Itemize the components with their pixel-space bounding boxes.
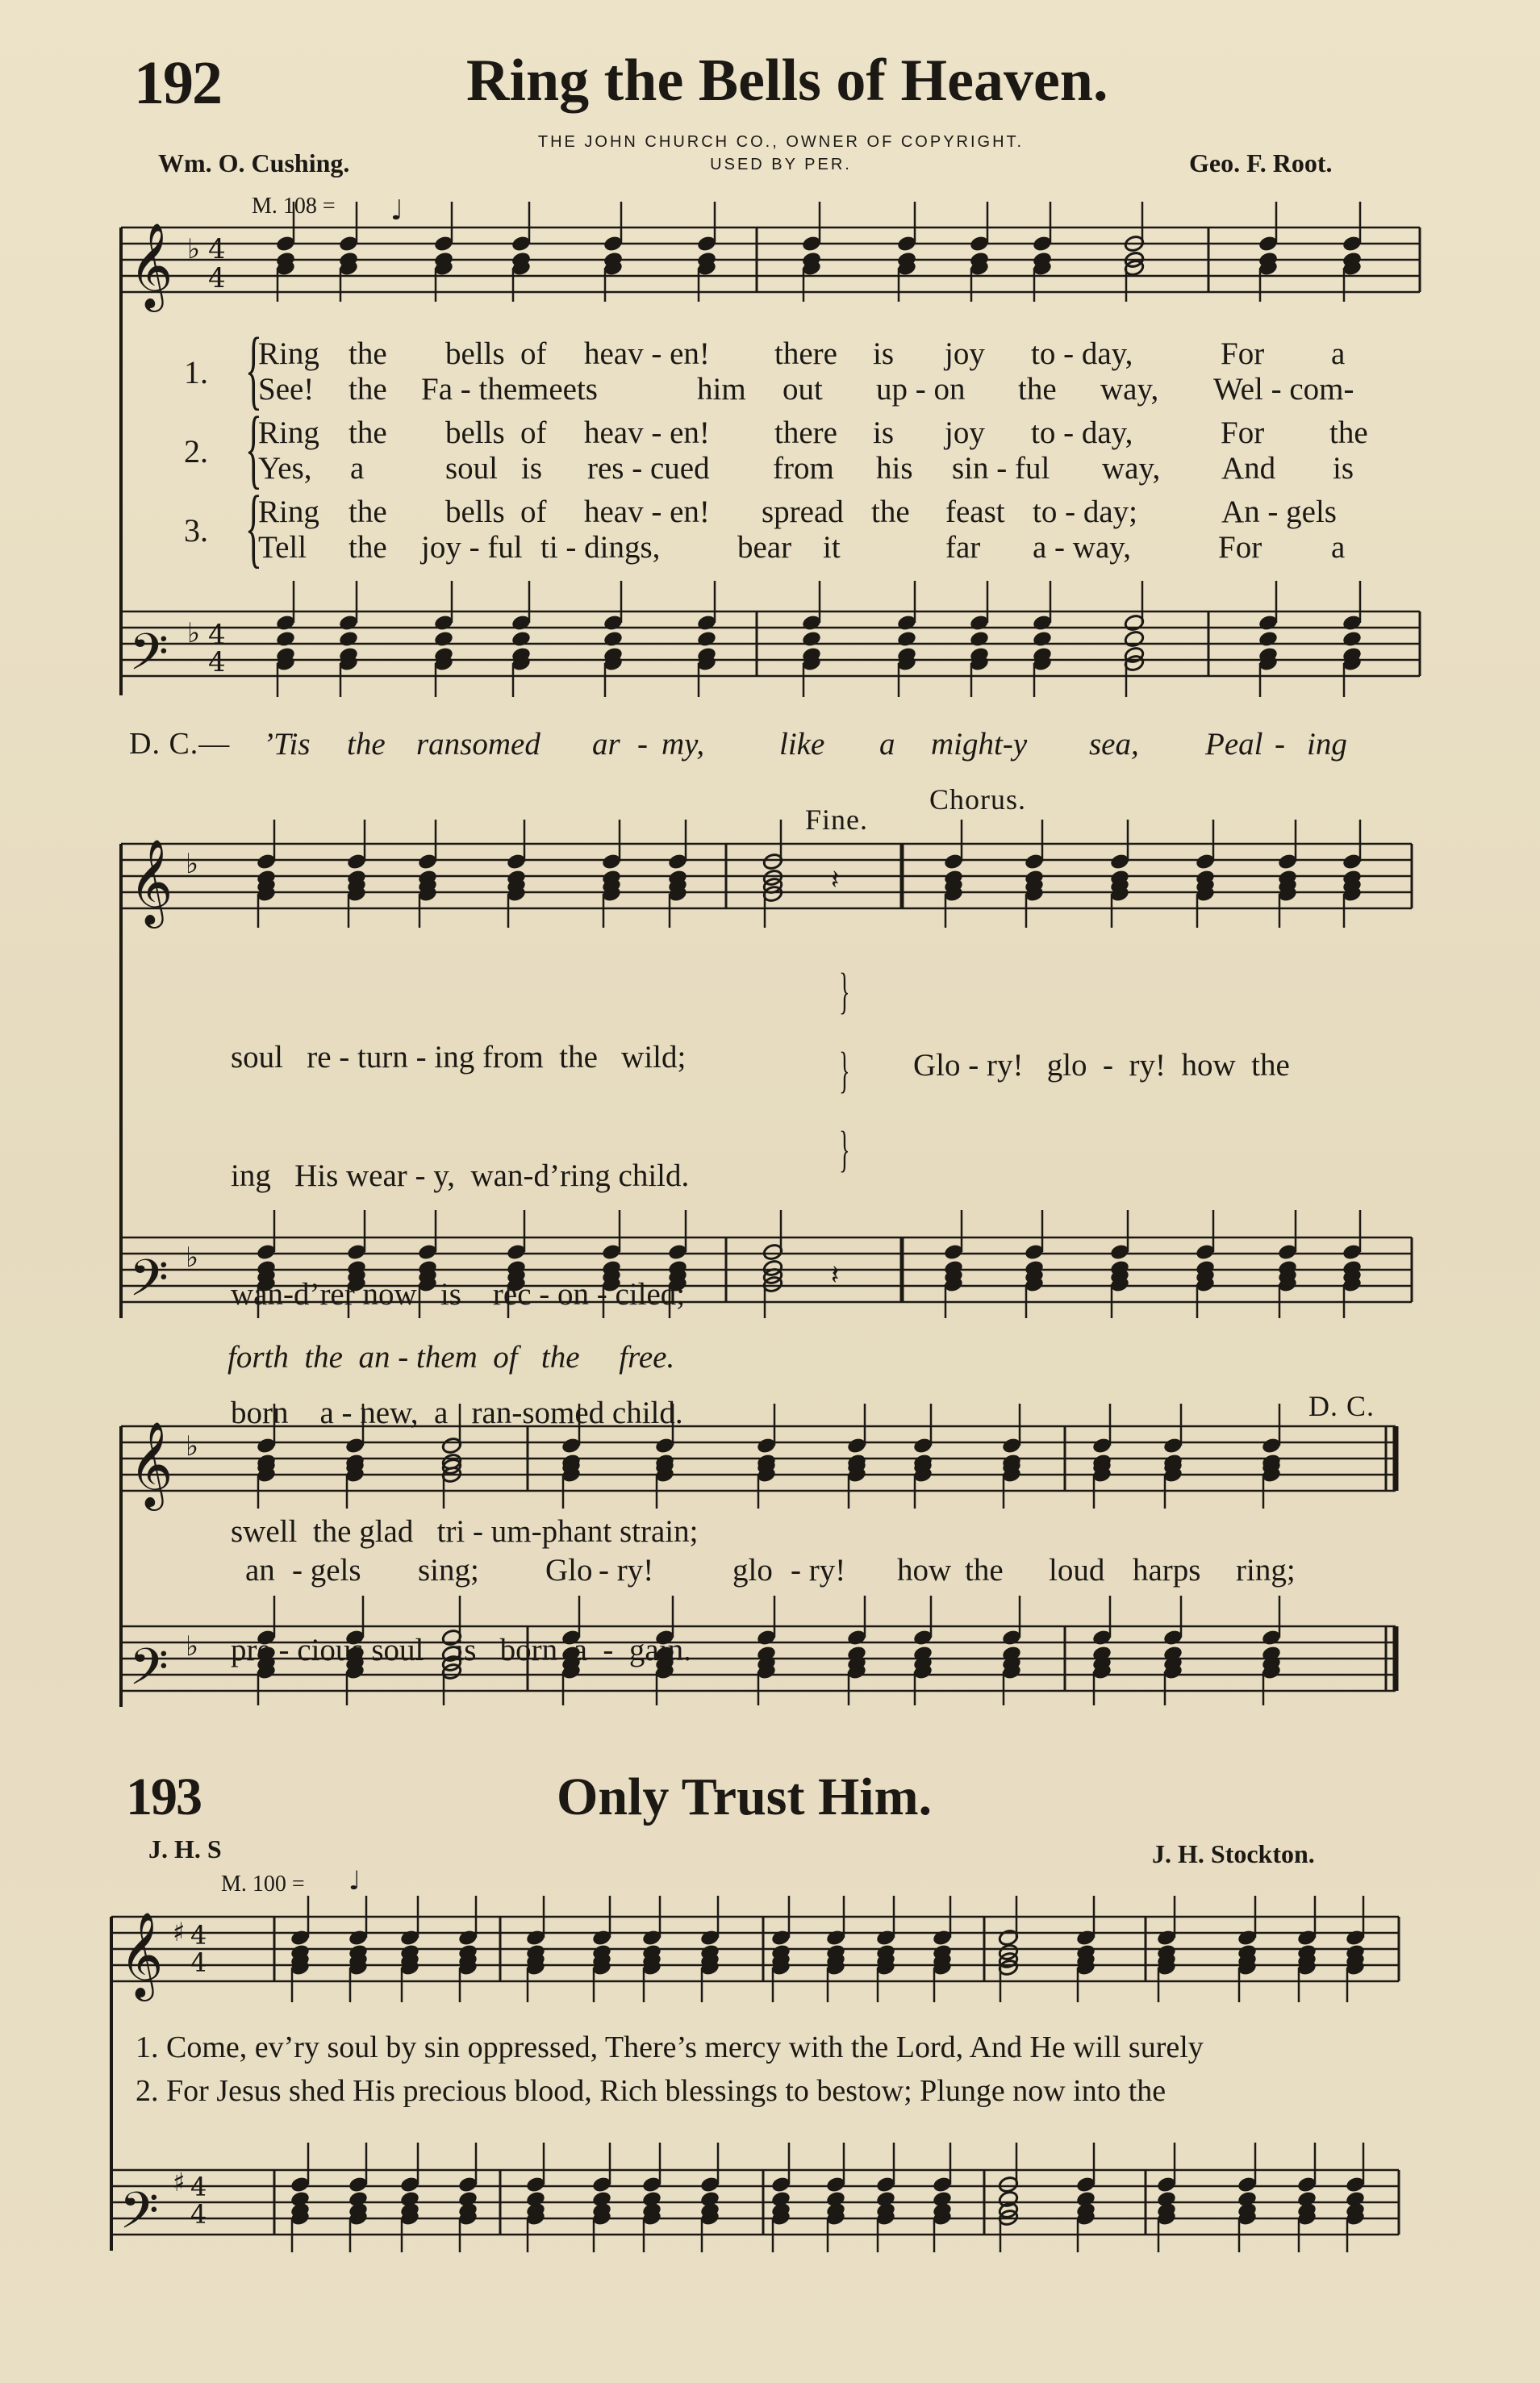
lyric-syllable: ransomed <box>416 727 540 762</box>
lyric-syllable: feast <box>945 495 1005 529</box>
verse-1: 1. Come, ev’ry soul by sin oppressed, There’s mercy with the Lord, And He will surely <box>136 2030 1204 2064</box>
lyric-syllable: is <box>1333 451 1354 486</box>
lyric-syllable: his <box>876 451 913 486</box>
lyric-syllable: Yes, <box>258 451 312 486</box>
lyric-syllable: heav - en! <box>584 336 710 371</box>
lyric-syllable: meets <box>524 372 598 407</box>
lyric-syllable: An - gels <box>1221 495 1337 529</box>
lyric-syllable: - ry! <box>791 1553 846 1588</box>
lyric-syllable: And <box>1221 451 1276 486</box>
lyric-syllable: from <box>773 451 834 486</box>
note-head <box>338 630 359 649</box>
dc-lyrics-2: forth the an - them of the free. <box>227 1340 675 1375</box>
lyric-syllable: there <box>774 336 837 371</box>
flat-sign: ♭ <box>186 1430 199 1463</box>
lyricist: Wm. O. Cushing. <box>158 148 350 177</box>
bass-clef: 𝄢 <box>119 2181 159 2252</box>
rest-icon: 𝄽 <box>831 1259 840 1292</box>
lyric-syllable: joy <box>945 415 985 450</box>
lyric-syllable: is <box>873 415 895 450</box>
note-head <box>511 630 532 649</box>
lyric-syllable: ti - dings, <box>540 530 661 565</box>
treble-clef: 𝄞 <box>119 1911 164 1997</box>
lyric-syllable: - <box>1275 727 1285 762</box>
lyric-line: swell the glad tri - um-phant strain; <box>231 1514 699 1549</box>
verse-number: 2. <box>184 433 208 470</box>
copyright-line: USED BY PER. <box>710 156 852 173</box>
treble-clef: 𝄞 <box>129 1421 173 1507</box>
verse-brace: } } } <box>839 964 850 1177</box>
lyric-syllable: how <box>897 1553 952 1588</box>
lyricist: J. H. S <box>148 1834 222 1863</box>
tempo-mark: M. 108 = <box>252 194 336 219</box>
sharp-sign: ♯ <box>173 1917 186 1947</box>
lyric-line: soul re - turn - ing from the wild; <box>231 1040 687 1075</box>
lyric-syllable: heav - en! <box>584 495 710 529</box>
rest-icon: 𝄽 <box>831 864 840 896</box>
lyric-syllable: Glo <box>545 1553 593 1588</box>
bass-clef: 𝄢 <box>129 1248 169 1320</box>
lyric-syllable: joy - ful <box>421 530 523 565</box>
lyric-syllable: the <box>965 1553 1004 1588</box>
lyric-syllable: the <box>348 415 387 450</box>
lyric-syllable: up - on <box>876 372 966 407</box>
lyric-syllable: sea, <box>1089 727 1139 762</box>
lyric-syllable: of <box>520 336 547 371</box>
lyric-syllable: my, <box>661 727 705 762</box>
note-head <box>433 630 454 649</box>
lyric-syllable: the <box>348 372 387 407</box>
lyric-syllable: a <box>1331 530 1346 565</box>
verse-number: 3. <box>184 512 208 549</box>
time-signature: 4 <box>208 233 226 265</box>
chorus-lyrics: Glo - ry! glo - ry! how the <box>913 1048 1290 1083</box>
composer: J. H. Stockton. <box>1152 1839 1315 1868</box>
time-signature: 4 <box>190 2172 207 2202</box>
lyric-syllable: the <box>348 336 387 371</box>
lyric-syllable: heav - en! <box>584 415 710 450</box>
lyric-syllable: ar <box>592 727 620 762</box>
fine-mark: Fine. <box>805 803 869 836</box>
hymn-number: 192 <box>134 49 221 117</box>
chorus-label: Chorus. <box>929 783 1027 816</box>
lyric-syllable: bear <box>737 530 792 565</box>
sharp-sign: ♯ <box>173 2167 186 2197</box>
lyric-syllable: is <box>873 336 895 371</box>
lyric-syllable: him <box>697 372 746 407</box>
flat-sign: ♭ <box>186 848 199 880</box>
time-signature: 4 <box>190 2199 207 2230</box>
lyric-syllable: - ry! <box>599 1553 654 1588</box>
lyric-syllable: far <box>945 530 981 565</box>
note-head <box>603 630 624 649</box>
lyric-syllable: bells <box>445 336 505 371</box>
lyric-syllable: way, <box>1102 451 1161 486</box>
lyric-syllable: of <box>520 495 547 529</box>
lyric-syllable: ring; <box>1236 1553 1296 1588</box>
note-head <box>275 630 296 649</box>
flat-sign: ♭ <box>187 617 201 649</box>
lyric-syllable: sin - ful <box>952 451 1050 486</box>
lyric-syllable: Ring <box>258 415 319 450</box>
lyric-syllable: ’Tis <box>263 727 311 762</box>
lyric-syllable: res - cued <box>587 451 710 486</box>
note-head <box>1032 630 1053 649</box>
lyric-syllable: joy <box>945 336 985 371</box>
lyric-syllable: For <box>1221 336 1265 371</box>
lyric-syllable: Ring <box>258 336 319 371</box>
dc-label: D. C.— <box>129 727 231 761</box>
lyric-syllable: For <box>1221 415 1265 450</box>
time-signature: 4 <box>208 646 226 678</box>
lyric-syllable: a <box>1331 336 1346 371</box>
lyric-syllable: - <box>637 727 648 762</box>
lyric-syllable: there <box>774 415 837 450</box>
bass-clef: 𝄢 <box>129 622 169 694</box>
hymn-title: Only Trust Him. <box>557 1767 933 1826</box>
flat-sign: ♭ <box>186 1630 199 1663</box>
note-head <box>696 630 717 649</box>
bass-clef: 𝄢 <box>129 1637 169 1709</box>
lyric-syllable: a <box>879 727 895 762</box>
lyric-syllable: Wel - com- <box>1213 372 1354 407</box>
flat-sign: ♭ <box>186 1242 199 1274</box>
treble-clef: 𝄞 <box>129 838 173 924</box>
lyric-syllable: the <box>1329 415 1368 450</box>
lyric-syllable: a <box>350 451 365 486</box>
note-head <box>896 630 917 649</box>
lyric-syllable: the <box>871 495 910 529</box>
lyric-syllable: sing; <box>418 1553 479 1588</box>
verse-number: 1. <box>184 354 208 390</box>
lyric-syllable: spread <box>762 495 844 529</box>
lyric-syllable: way, <box>1100 372 1159 407</box>
quarter-note-icon: ♩ <box>390 194 404 227</box>
lyric-syllable: to - day, <box>1031 336 1133 371</box>
lyric-line: pre - cious soul is born a - gain. <box>231 1633 691 1667</box>
lyric-syllable: Ring <box>258 495 319 529</box>
lyric-syllable: is <box>521 451 543 486</box>
treble-clef: 𝄞 <box>129 222 173 308</box>
lyric-syllable: Tell <box>258 530 307 565</box>
lyric-syllable: to - day, <box>1031 415 1133 450</box>
note-head <box>969 630 990 649</box>
hymn-title: Ring the Bells of Heaven. <box>466 48 1108 114</box>
lyric-syllable: like <box>779 727 825 762</box>
lyric-syllable: the <box>348 495 387 529</box>
lyric-syllable: bells <box>445 415 505 450</box>
lyric-line: ing His wear - y, wan-d’ring child. <box>231 1158 690 1193</box>
lyric-syllable: For <box>1218 530 1262 565</box>
lyric-syllable: out <box>783 372 823 407</box>
lyric-syllable: Fa - ther <box>421 372 528 407</box>
dc-mark: D. C. <box>1308 1390 1375 1422</box>
verse-brace: { <box>244 319 262 418</box>
lyric-syllable: loud <box>1049 1553 1105 1588</box>
lyric-syllable: bells <box>445 495 505 529</box>
lyric-syllable: the <box>1018 372 1057 407</box>
note-head <box>1258 630 1279 649</box>
lyric-syllable: the <box>348 530 387 565</box>
time-signature: 4 <box>190 1947 207 1978</box>
lyric-syllable: Peal <box>1205 727 1263 762</box>
lyric-line: born a - new, a ran-somed child. <box>231 1396 683 1430</box>
lyric-syllable: soul <box>445 451 499 486</box>
time-signature: 4 <box>190 1920 207 1951</box>
lyric-syllable: might-y <box>931 727 1028 762</box>
note-head <box>1124 630 1145 649</box>
flat-sign: ♭ <box>187 233 201 265</box>
lyric-syllable: - gels <box>292 1553 361 1588</box>
copyright-line: THE JOHN CHURCH CO., OWNER OF COPYRIGHT. <box>537 133 1025 151</box>
lyric-syllable: of <box>520 415 547 450</box>
verse-2: 2. For Jesus shed His precious blood, Rich blessings to bestow; Plunge now into the <box>136 2074 1166 2108</box>
note-head <box>1342 630 1363 649</box>
lyric-syllable: it <box>823 530 841 565</box>
tempo-mark: M. 100 = <box>221 1872 305 1897</box>
lyric-line: wan-d’rer now is rec - on - ciled; <box>231 1277 686 1312</box>
verse-brace: { <box>244 478 262 576</box>
lyric-syllable: the <box>347 727 386 762</box>
time-signature: 4 <box>208 262 226 294</box>
hymn-number: 193 <box>126 1767 201 1826</box>
note-head <box>801 630 822 649</box>
quarter-note-icon: ♩ <box>348 1865 361 1896</box>
time-signature: 4 <box>208 619 226 651</box>
composer: Geo. F. Root. <box>1189 148 1333 177</box>
lyric-syllable: an <box>245 1553 275 1588</box>
lyric-syllable: to - day; <box>1033 495 1137 529</box>
lyric-syllable: glo <box>732 1553 773 1588</box>
lyric-syllable: ing <box>1307 727 1347 762</box>
verse-brace: { <box>244 399 262 497</box>
lyric-syllable: See! <box>258 372 315 407</box>
lyric-syllable: a - way, <box>1033 530 1131 565</box>
lyric-syllable: harps <box>1133 1553 1201 1588</box>
